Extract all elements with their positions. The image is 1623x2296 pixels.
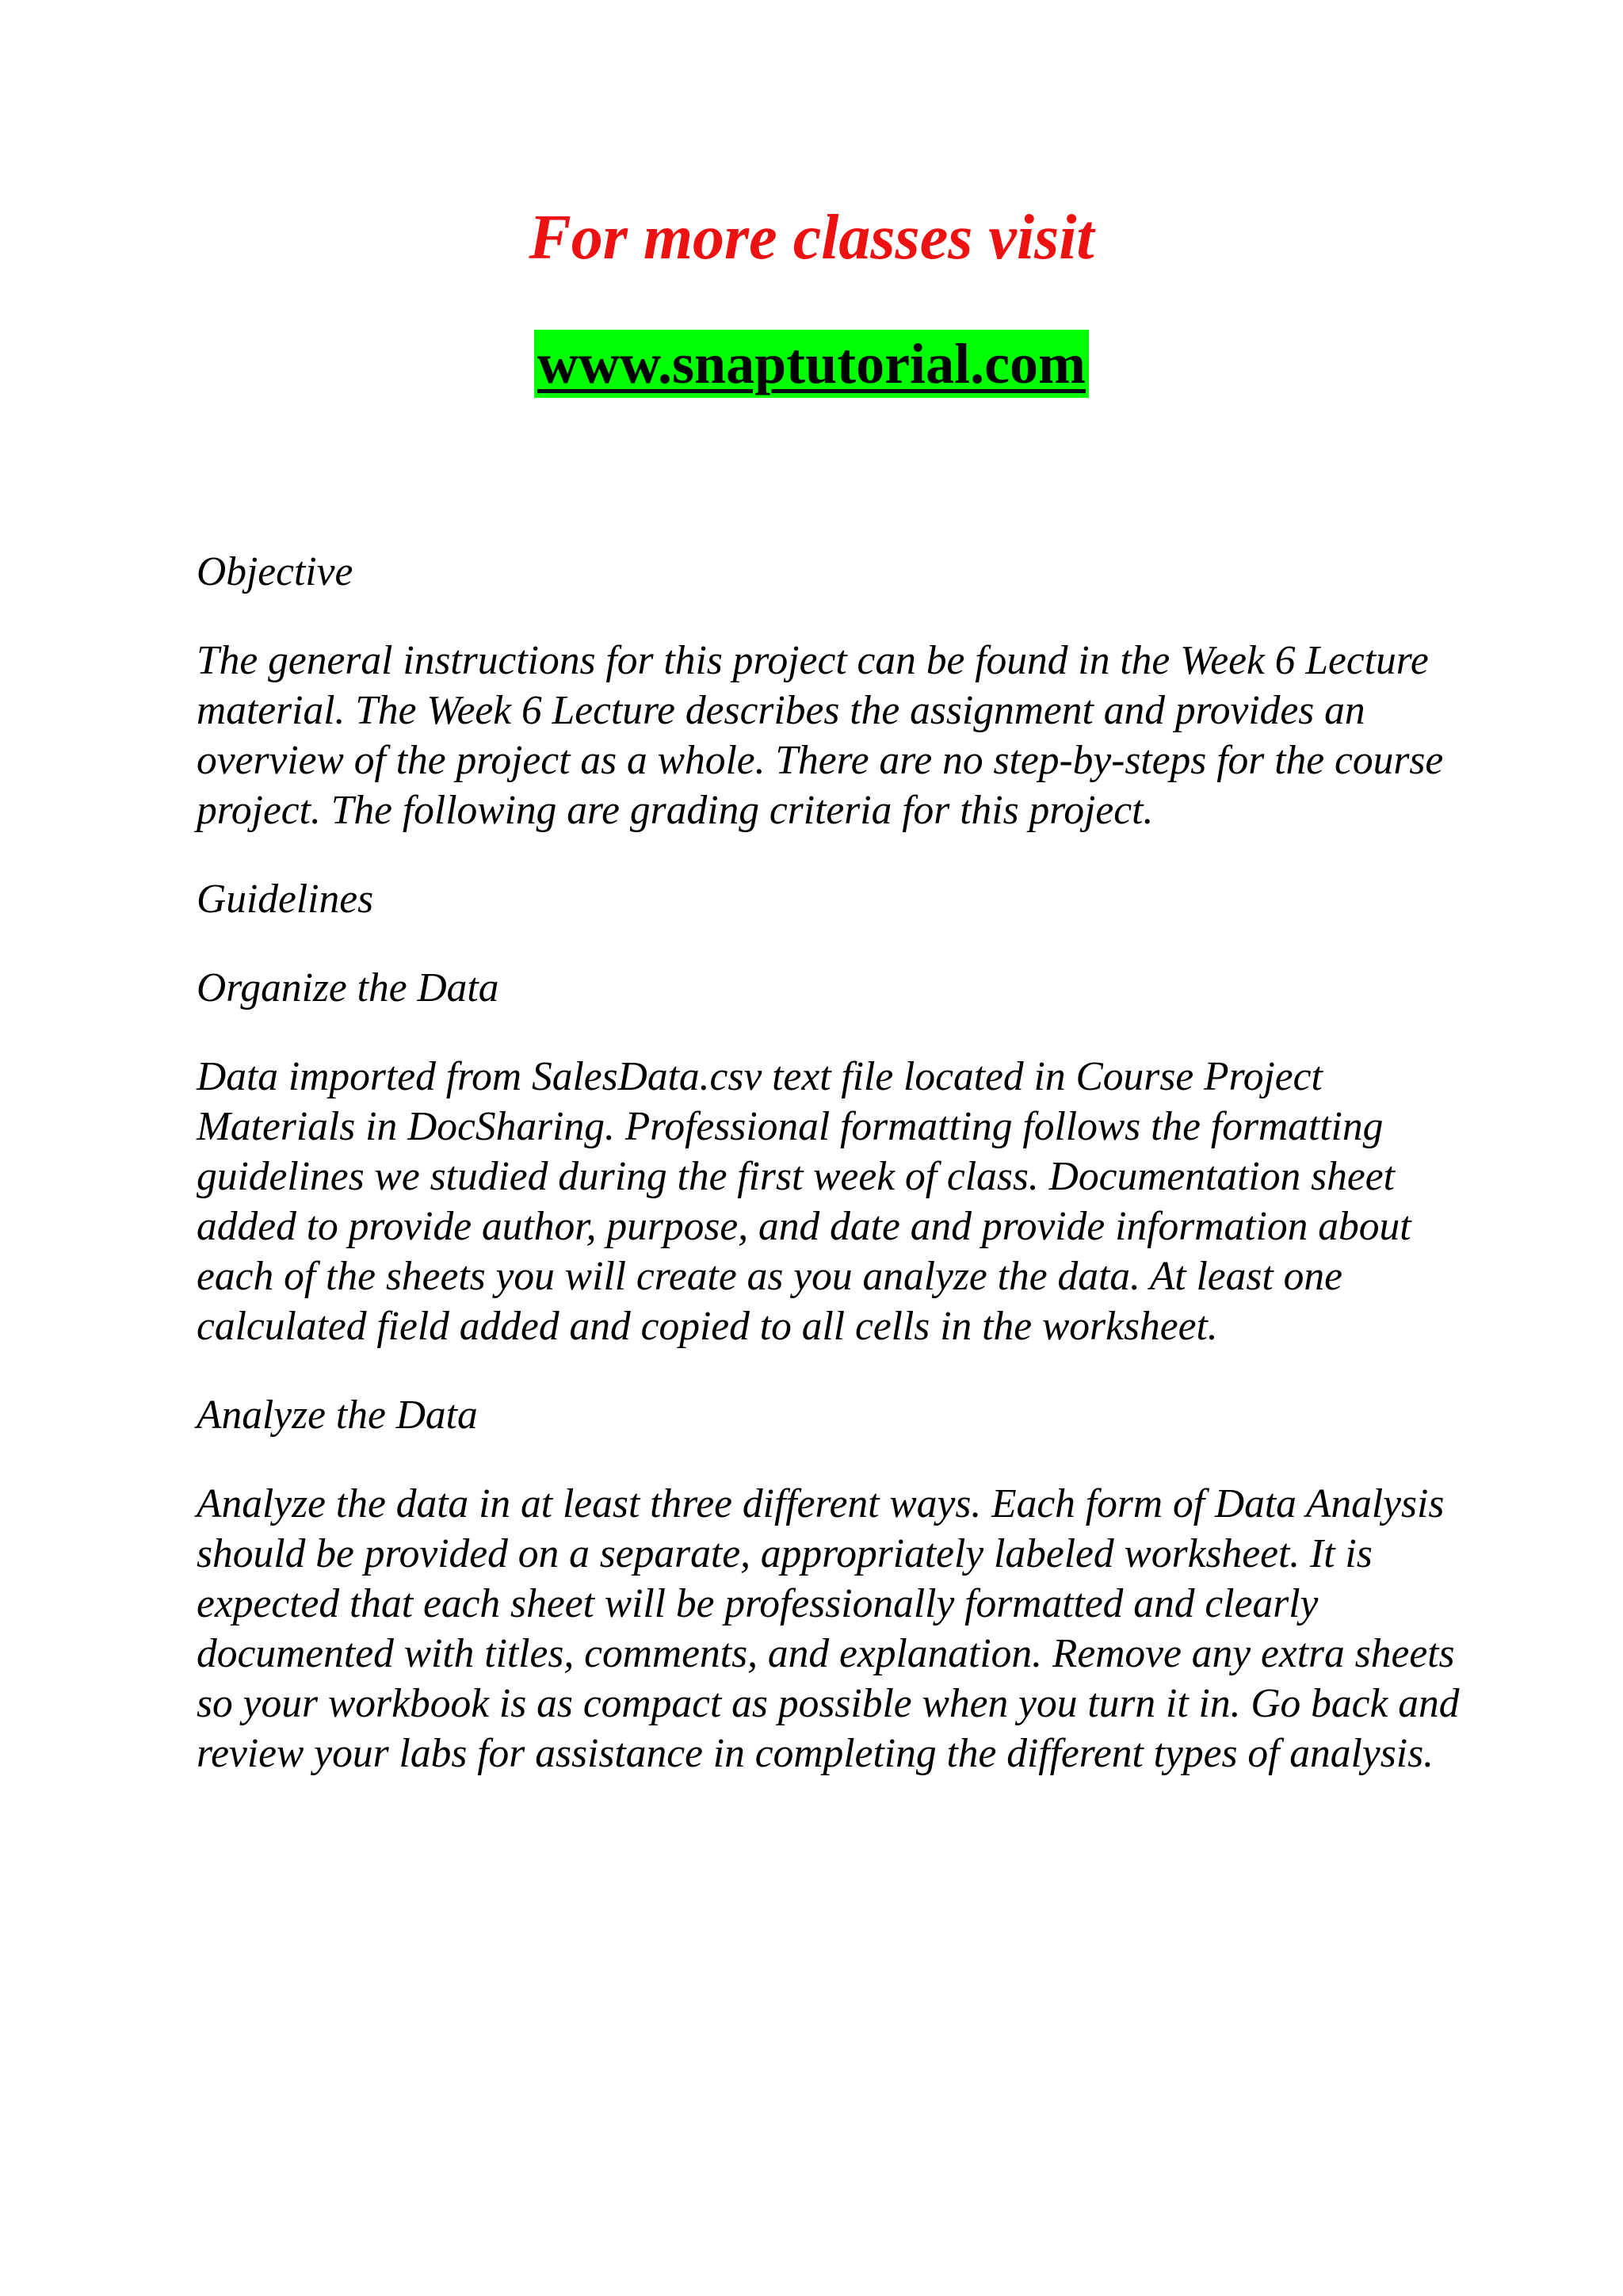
- promo-link-wrap: [0, 330, 1623, 398]
- guidelines-heading: Guidelines: [197, 877, 374, 922]
- objective-paragraph: The general instructions for this project can be found in the Week 6 Lecture material. The Week 6 Lecture describes the assignment and provides an overview of the project as a whole. There are no step-by-steps for the course project. The following are grading criteria for this project.: [197, 638, 1444, 833]
- analyze-paragraph: Analyze the data in at least three different ways. Each form of Data Analysis should be provided on a separate, appropriately labeled worksheet. It is expected that each sheet will be professionally formatted and clearly documented with titles, comments, and explanation. Remove any extra sheets so your workbook is as compact as possible when you turn it in. Go back and review your labs for assistance in completing the different types of analysis.: [197, 1481, 1460, 1776]
- analyze-heading: Analyze the Data: [197, 1392, 478, 1438]
- promo-title: For more classes visit: [529, 203, 1094, 273]
- promo-header: [0, 198, 1623, 398]
- organize-heading: Organize the Data: [197, 965, 499, 1010]
- document-body: [197, 547, 1465, 1817]
- snaptutorial-link[interactable]: www.snaptutorial.com: [534, 330, 1089, 398]
- objective-heading: Objective: [197, 549, 353, 594]
- organize-paragraph: Data imported from SalesData.csv text file located in Course Project Materials in DocSharing. Professional formatting follows the formatting guidelines we studied during the first week of class. Documentation sheet added to provide author, purpose, and date and provide information about each of the sheets you will create as you analyze the data. At least one calculated field added and copied to all cells in the worksheet.: [197, 1054, 1411, 1349]
